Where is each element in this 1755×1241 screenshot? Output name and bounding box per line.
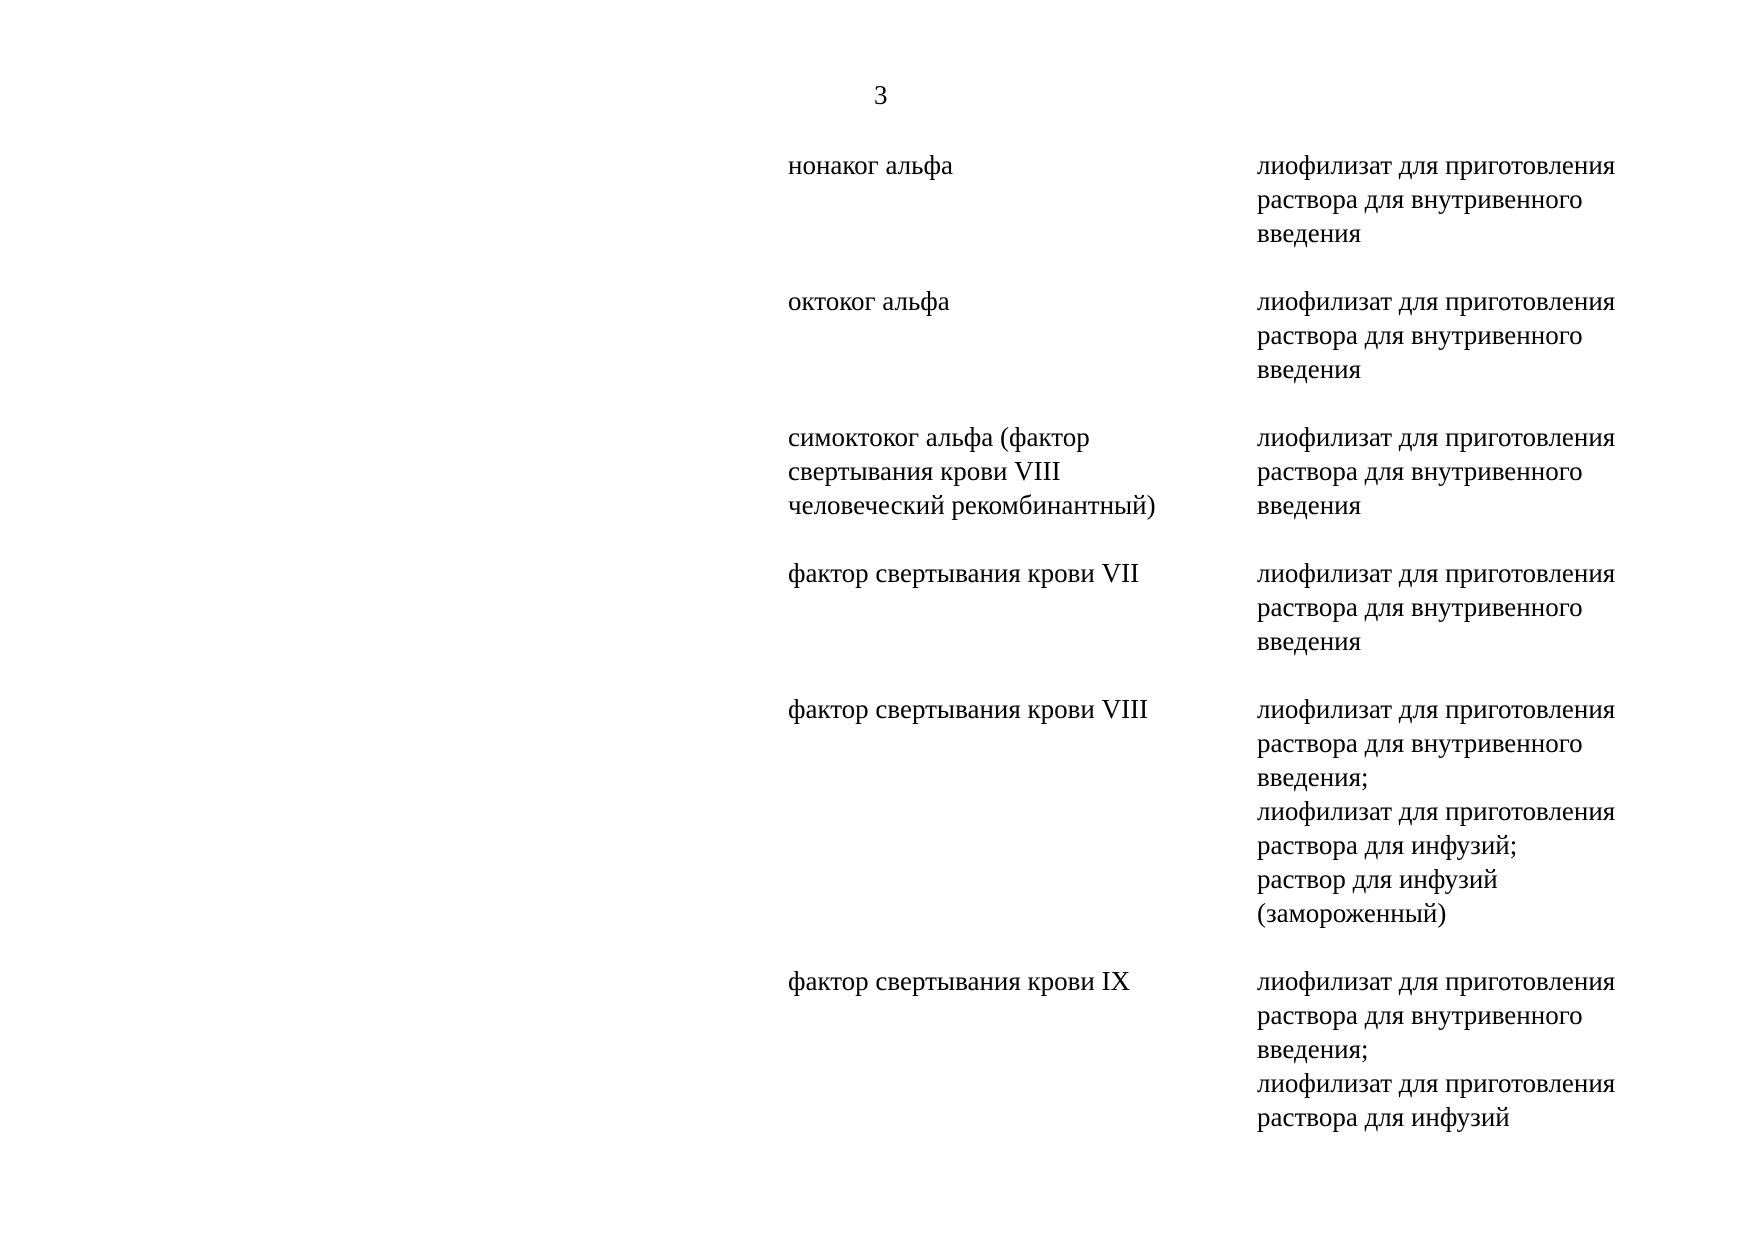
table-row bbox=[788, 284, 1688, 386]
drug-table bbox=[788, 148, 1688, 1168]
page-number: 3 bbox=[874, 80, 888, 110]
dosage-form: лиофилизат для приготовления раствора для внутривенного введения bbox=[1257, 558, 1616, 656]
drug-name: октоког альфа bbox=[788, 286, 950, 316]
table-row bbox=[788, 556, 1688, 658]
drug-name: симоктоког альфа (фактор свертывания крови VIII человеческий рекомбинантный) bbox=[788, 422, 1156, 520]
drug-name: фактор свертывания крови VIII bbox=[788, 694, 1149, 724]
dosage-form: лиофилизат для приготовления раствора для внутривенного введения; лиофилизат для приготовления раствора для инфузий; раствор для инфузий (замороженный) bbox=[1257, 694, 1616, 928]
table-row bbox=[788, 692, 1688, 930]
table-row bbox=[788, 964, 1688, 1134]
dosage-form: лиофилизат для приготовления раствора для внутривенного введения bbox=[1257, 286, 1616, 384]
dosage-form: лиофилизат для приготовления раствора для внутривенного введения; лиофилизат для приготовления раствора для инфузий bbox=[1257, 966, 1616, 1132]
table-row bbox=[788, 148, 1688, 250]
drug-name: нонаког альфа bbox=[788, 150, 953, 180]
drug-name: фактор свертывания крови IX bbox=[788, 966, 1131, 996]
drug-name: фактор свертывания крови VII bbox=[788, 558, 1140, 588]
table-row bbox=[788, 420, 1688, 522]
dosage-form: лиофилизат для приготовления раствора для внутривенного введения bbox=[1257, 150, 1616, 248]
dosage-form: лиофилизат для приготовления раствора для внутривенного введения bbox=[1257, 422, 1616, 520]
